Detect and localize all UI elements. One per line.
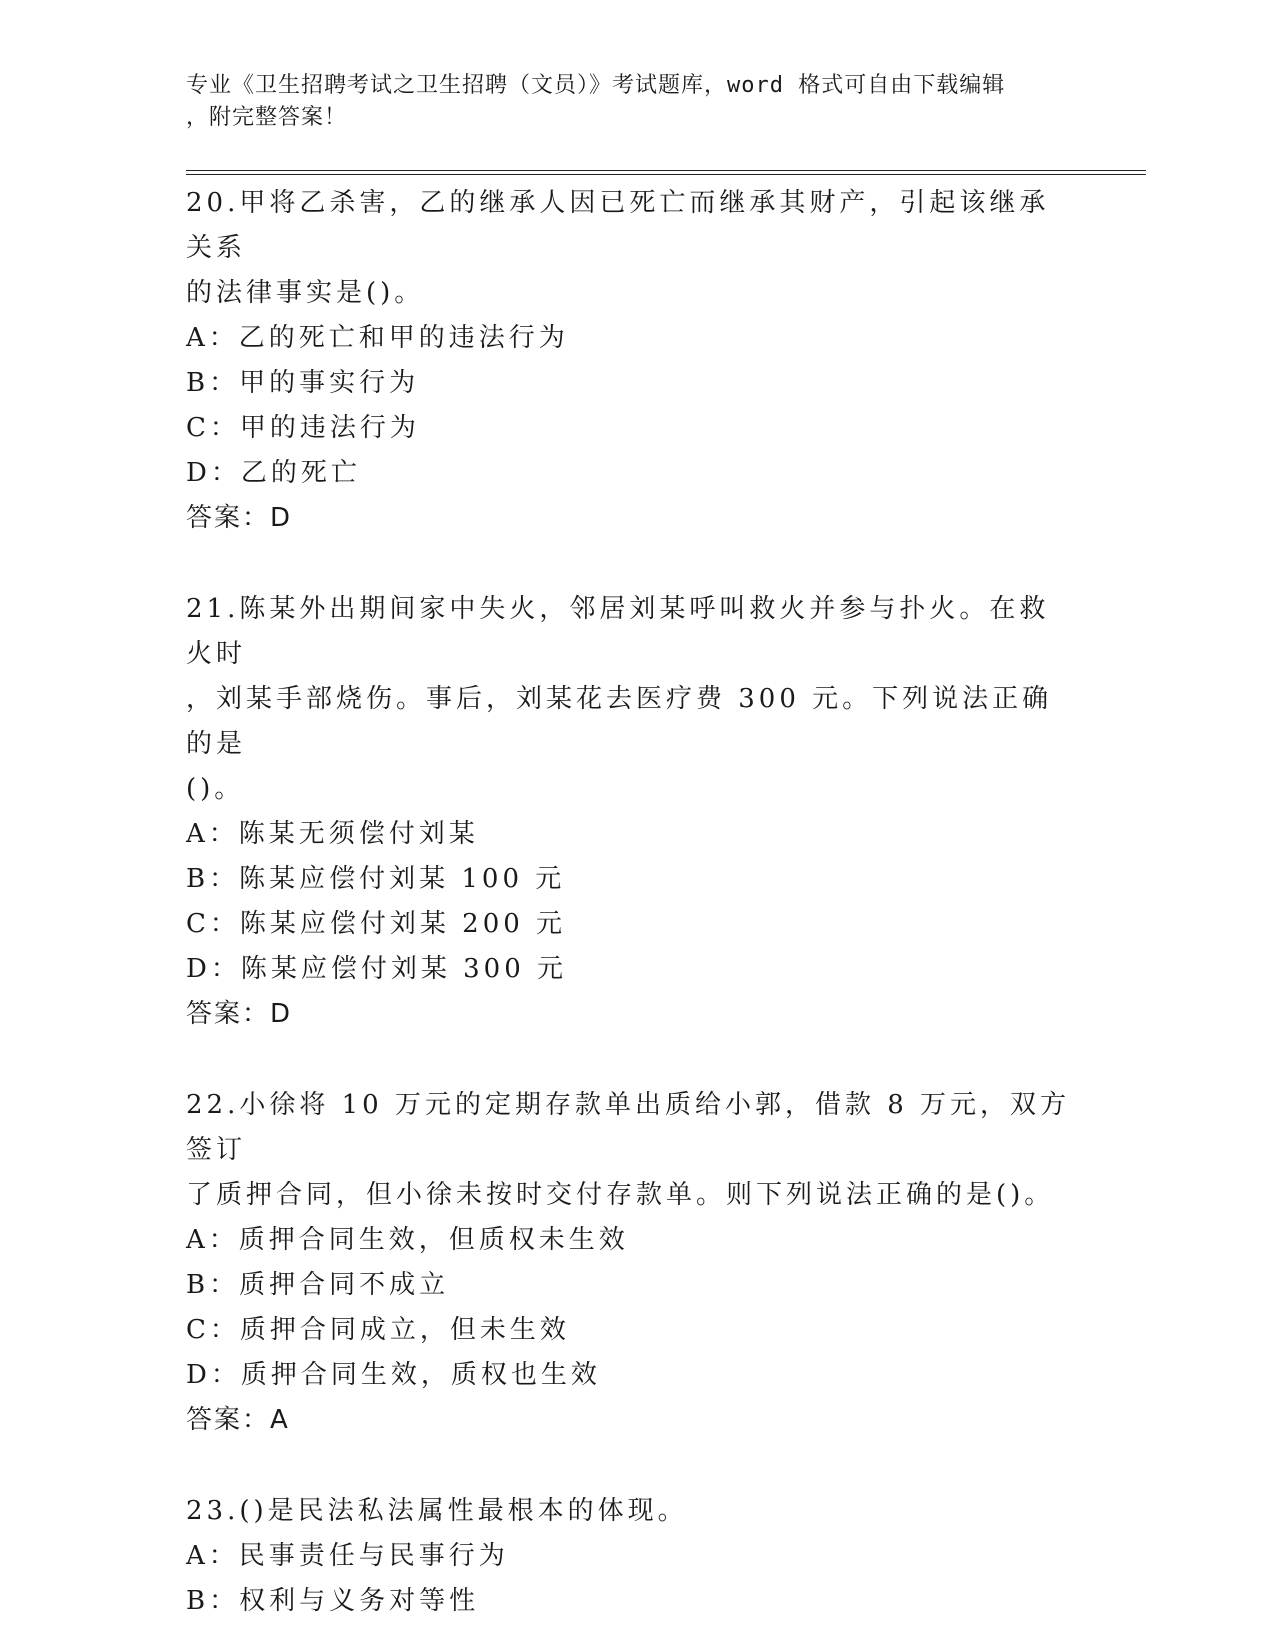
option-c: C：质押合同成立，但未生效 — [186, 1315, 570, 1345]
option-b: B：权利与义务对等性 — [186, 1586, 480, 1616]
stem-line: 23.()是民法私法属性最根本的体现。 — [186, 1496, 688, 1526]
answer: 答案：D — [186, 503, 293, 533]
question-stem — [186, 587, 1076, 812]
stem-line: ，刘某手部烧伤。事后，刘某花去医疗费 300 元。下列说法正确的是 — [186, 684, 1053, 759]
answer: 答案：D — [186, 999, 293, 1029]
option-d: D：质押合同生效，质权也生效 — [186, 1360, 601, 1390]
stem-line: 21.陈某外出期间家中失火，邻居刘某呼叫救火并参与扑火。在救火时 — [186, 594, 1050, 669]
question-spacer — [186, 1443, 1146, 1489]
answer: 答案：A — [186, 1405, 290, 1435]
option-c: C：甲的违法行为 — [186, 413, 420, 443]
option-a: A：乙的死亡和甲的违法行为 — [186, 323, 569, 353]
header-divider — [186, 170, 1146, 175]
option-a: A：陈某无须偿付刘某 — [186, 819, 479, 849]
option-c: C：陈某应偿付刘某 200 元 — [186, 909, 567, 939]
question-stem — [186, 1083, 1076, 1218]
option-a: A：民事责任与民事行为 — [186, 1541, 509, 1571]
question-20 — [186, 181, 1146, 541]
question-22 — [186, 1083, 1146, 1443]
stem-line: 的法律事实是()。 — [186, 278, 425, 308]
header-line-2: ，附完整答案！ — [186, 105, 348, 130]
document-page — [186, 70, 1146, 1624]
option-b: B：陈某应偿付刘某 100 元 — [186, 864, 566, 894]
stem-line: 22.小徐将 10 万元的定期存款单出质给小郭，借款 8 万元，双方签订 — [186, 1090, 1071, 1165]
option-b: B：甲的事实行为 — [186, 368, 420, 398]
option-d: D：乙的死亡 — [186, 458, 361, 488]
question-23 — [186, 1489, 1146, 1624]
question-spacer — [186, 1037, 1146, 1083]
question-stem — [186, 1489, 1076, 1534]
option-d: D：陈某应偿付刘某 300 元 — [186, 954, 568, 984]
question-stem — [186, 181, 1076, 316]
question-spacer — [186, 541, 1146, 587]
document-header — [186, 70, 1066, 134]
stem-line: ()。 — [186, 774, 245, 804]
question-21 — [186, 587, 1146, 1037]
option-b: B：质押合同不成立 — [186, 1270, 450, 1300]
stem-line: 20.甲将乙杀害，乙的继承人因已死亡而继承其财产，引起该继承关系 — [186, 188, 1050, 263]
header-line-1: 专业《卫生招聘考试之卫生招聘（文员）》考试题库，word 格式可自由下载编辑 — [186, 73, 1006, 98]
option-a: A：质押合同生效，但质权未生效 — [186, 1225, 629, 1255]
stem-line: 了质押合同，但小徐未按时交付存款单。则下列说法正确的是()。 — [186, 1180, 1055, 1210]
